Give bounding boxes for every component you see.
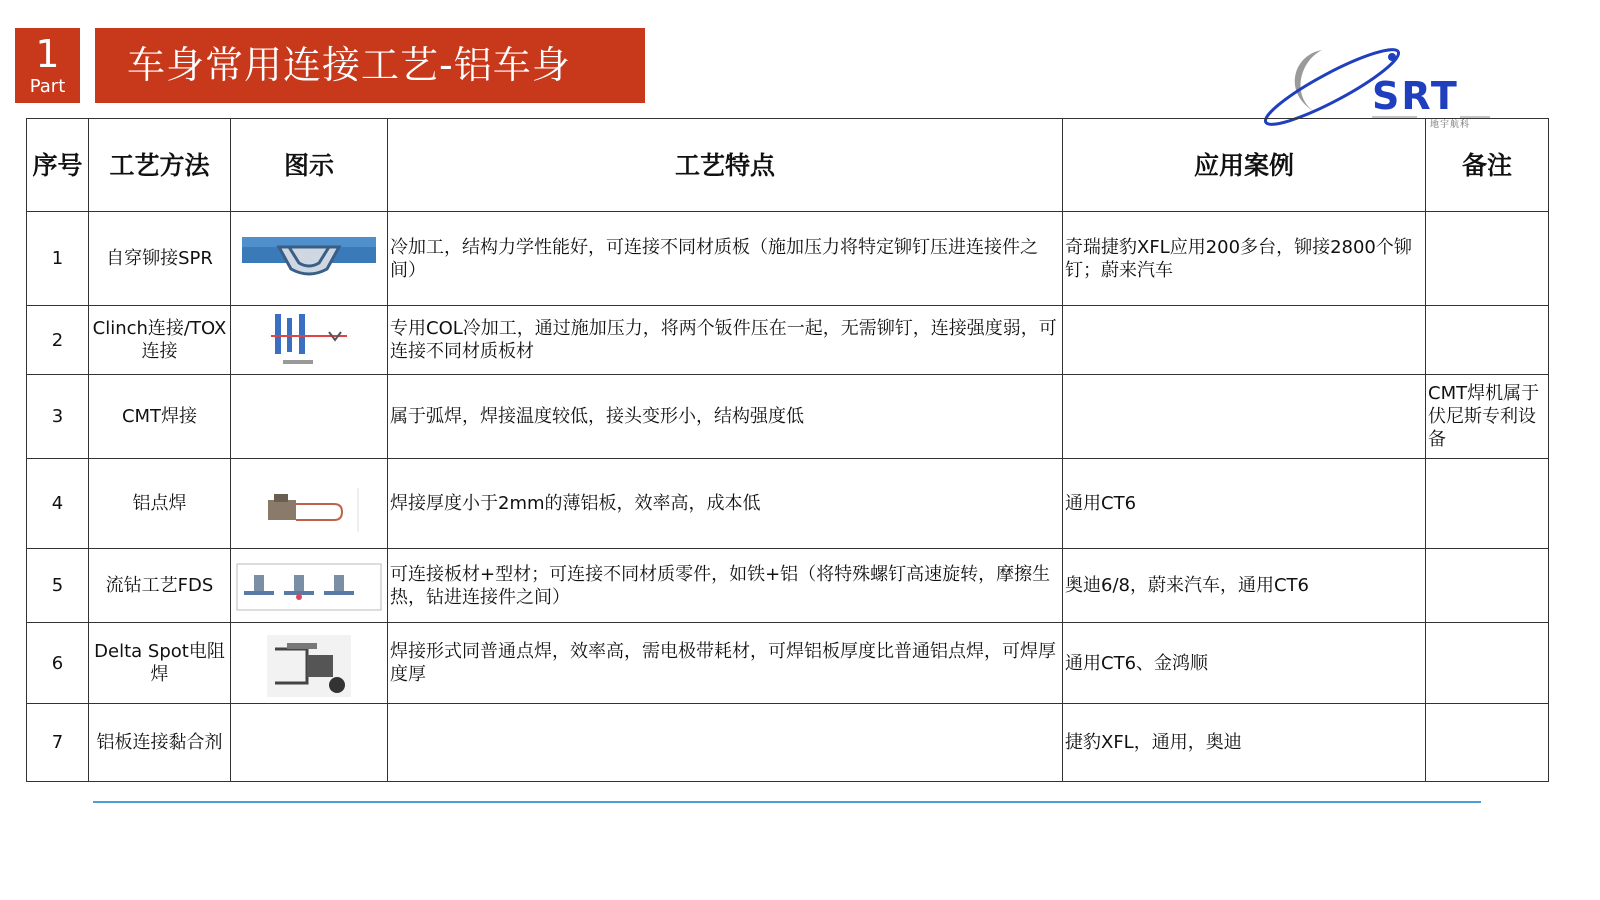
row-notes: CMT焊机属于伏尼斯专利设备 (1426, 375, 1549, 459)
fds-steps (231, 549, 388, 623)
row-cases: 奥迪6/8，蔚来汽车，通用CT6 (1063, 549, 1426, 623)
header-notes: 备注 (1426, 119, 1549, 212)
part-badge (15, 28, 80, 103)
logo-graphic (1262, 45, 1492, 127)
row-method: 流钻工艺FDS (89, 549, 231, 623)
row-number: 4 (27, 459, 89, 549)
row-method: 自穿铆接SPR (89, 212, 231, 306)
header-cases: 应用案例 (1063, 119, 1426, 212)
row-method: 铝板连接黏合剂 (89, 704, 231, 782)
row-method: Delta Spot电阻焊 (89, 623, 231, 704)
table-row (27, 704, 1549, 782)
row-notes (1426, 212, 1549, 306)
row-method: CMT焊接 (89, 375, 231, 459)
table-row (27, 306, 1549, 375)
table-row (27, 459, 1549, 549)
header-illustration: 图示 (231, 119, 388, 212)
row-features (388, 704, 1063, 782)
part-label: Part (29, 76, 66, 97)
part-number: 1 (35, 32, 60, 76)
row-number: 2 (27, 306, 89, 375)
row-method: Clinch连接/TOX连接 (89, 306, 231, 375)
row-cases: 捷豹XFL，通用，奥迪 (1063, 704, 1426, 782)
logo-wordmark: SRT (1372, 74, 1459, 118)
row-cases (1063, 306, 1426, 375)
spot-weld-gun (231, 459, 388, 549)
row-cases (1063, 375, 1426, 459)
row-features: 可连接板材+型材；可连接不同材质零件，如铁+铝（将特殊螺钉高速旋转，摩擦生热，钻进连接件之间） (388, 549, 1063, 623)
row-features: 专用COL冷加工，通过施加压力，将两个钣件压在一起，无需铆钉，连接强度弱，可连接不同材质板材 (388, 306, 1063, 375)
table-row (27, 549, 1549, 623)
empty-illustration (231, 375, 388, 459)
row-features: 冷加工，结构力学性能好，可连接不同材质板（施加压力将特定铆钉压进连接件之间） (388, 212, 1063, 306)
empty-illustration (231, 704, 388, 782)
footer-divider (93, 801, 1481, 803)
row-notes (1426, 459, 1549, 549)
row-features: 焊接厚度小于2mm的薄铝板，效率高，成本低 (388, 459, 1063, 549)
row-number: 1 (27, 212, 89, 306)
header-no: 序号 (27, 119, 89, 212)
row-notes (1426, 623, 1549, 704)
row-number: 5 (27, 549, 89, 623)
row-notes (1426, 306, 1549, 375)
header-method: 工艺方法 (89, 119, 231, 212)
srt-logo (1262, 45, 1492, 130)
row-cases: 奇瑞捷豹XFL应用200多台，铆接2800个铆钉；蔚来汽车 (1063, 212, 1426, 306)
table-header-row (27, 119, 1549, 212)
row-notes (1426, 704, 1549, 782)
spr-diagram (231, 212, 388, 306)
page-title: 车身常用连接工艺-铝车身 (95, 28, 645, 103)
row-method: 铝点焊 (89, 459, 231, 549)
row-features: 焊接形式同普通点焊，效率高，需电极带耗材，可焊铝板厚度比普通铝点焊，可焊厚度厚 (388, 623, 1063, 704)
logo-subtitle: 地宇航科 (1430, 120, 1471, 130)
row-cases: 通用CT6 (1063, 459, 1426, 549)
row-number: 6 (27, 623, 89, 704)
delta-spot-gun (231, 623, 388, 704)
row-features: 属于弧焊，焊接温度较低，接头变形小，结构强度低 (388, 375, 1063, 459)
row-number: 7 (27, 704, 89, 782)
table-row (27, 375, 1549, 459)
process-table (26, 118, 1549, 782)
table-row (27, 623, 1549, 704)
row-notes (1426, 549, 1549, 623)
header-features: 工艺特点 (388, 119, 1063, 212)
row-cases: 通用CT6、金鸿顺 (1063, 623, 1426, 704)
clinch-diagram (231, 306, 388, 375)
row-number: 3 (27, 375, 89, 459)
table-row (27, 212, 1549, 306)
